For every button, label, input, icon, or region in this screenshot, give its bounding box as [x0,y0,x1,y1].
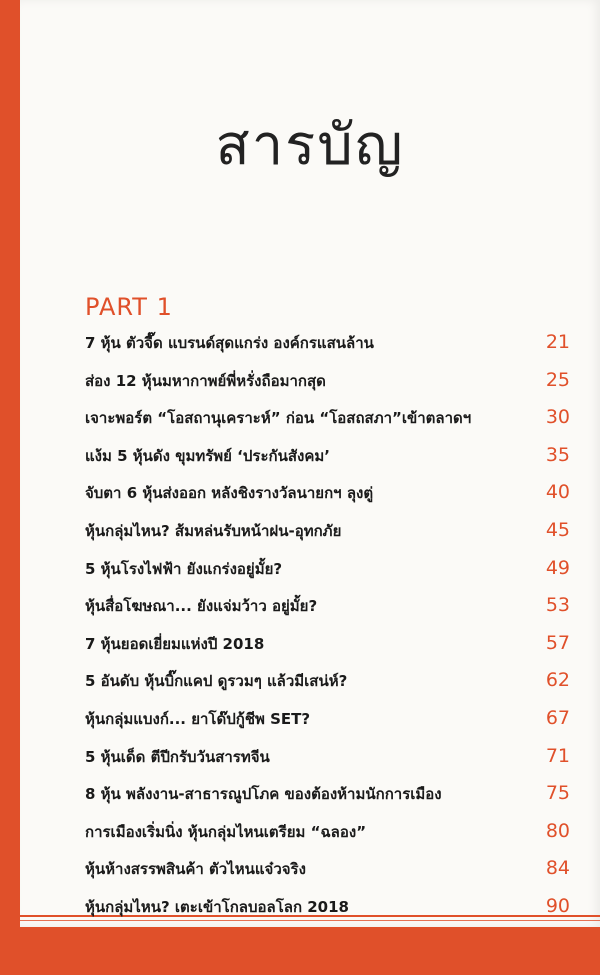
toc-entry [85,331,570,369]
toc-entry-title: หุ้นสื่อโฆษณา... ยังแจ่มว้าว อยู่มั้ย? [85,597,318,616]
toc-entry-title: จับตา 6 หุ้นส่งออก หลังชิงรางวัลนายกฯ ลุงตู่ [85,484,374,503]
toc-entry-page: 62 [545,669,570,692]
toc-entry-title: 5 หุ้นเด็ด ตีปีกรับวันสารทจีน [85,747,270,766]
toc-entry-title: การเมืองเริ่มนิ่ง หุ้นกลุ่มไหนเตรียม “ฉลอง” [85,822,367,841]
toc-entry-page: 80 [545,819,570,842]
toc-entry-page: 40 [545,481,570,504]
table-of-contents [85,331,570,933]
toc-entry-title: หุ้นกลุ่มไหน? เตะเข้าโกลบอลโลก 2018 [85,897,349,916]
toc-entry-title: หุ้นกลุ่มแบงก์... ยาโด๊ปกู้ชีพ SET? [85,709,311,728]
toc-entry-title: ส่อง 12 หุ้นมหากาพย์พี่หรั่งถือมากสุด [85,371,326,390]
toc-entry-page: 57 [545,631,570,654]
toc-entry [85,406,570,444]
toc-entry [85,557,570,595]
toc-entry-page: 90 [545,894,570,917]
toc-entry [85,895,570,933]
toc-entry [85,745,570,783]
toc-entry-page: 67 [545,706,570,729]
toc-entry [85,594,570,632]
toc-entry [85,519,570,557]
toc-entry-title: 8 หุ้น พลังงาน-สาธารณูปโภค ของต้องห้ามนักการเมือง [85,785,442,804]
toc-entry [85,782,570,820]
toc-entry [85,481,570,519]
toc-entry-title: 5 อันดับ หุ้นบิ๊กแคป ดูรวมๆ แล้วมีเสน่ห์? [85,672,348,691]
toc-entry-page: 84 [545,857,570,880]
toc-entry-title: เจาะพอร์ต “โอสถานุเคราะห์” ก่อน “โอสถสภา”เข้าตลาดฯ [85,409,472,428]
page-title: สารบัญ [215,113,405,178]
toc-entry-title: 5 หุ้นโรงไฟฟ้า ยังแกร่งอยู่มั้ย? [85,559,283,578]
toc-entry [85,820,570,858]
toc-entry-page: 35 [545,443,570,466]
toc-entry [85,444,570,482]
toc-entry-page: 49 [545,556,570,579]
part-label: PART 1 [85,293,173,321]
toc-entry [85,632,570,670]
toc-entry-page: 21 [545,331,570,353]
toc-entry-page: 45 [545,518,570,541]
toc-entry [85,369,570,407]
toc-entry-title: หุ้นกลุ่มไหน? ส้มหล่นรับหน้าฝน-อุทกภัย [85,521,342,540]
toc-entry-title: 7 หุ้นยอดเยี่ยมแห่งปี 2018 [85,634,265,653]
toc-entry-title: แง้ม 5 หุ้นดัง ขุมทรัพย์ ‘ประกันสังคม’ [85,446,330,465]
toc-entry [85,707,570,745]
toc-entry [85,857,570,895]
toc-entry [85,669,570,707]
toc-entry-title: 7 หุ้น ตัวจี๊ด แบรนด์สุดแกร่ง องค์กรแสนล้าน [85,334,374,352]
toc-entry-page: 71 [545,744,570,767]
toc-entry-page: 75 [545,782,570,805]
toc-entry-page: 25 [545,368,570,391]
toc-entry-page: 53 [545,594,570,617]
toc-entry-page: 30 [545,406,570,429]
toc-entry-title: หุ้นห้างสรรพสินค้า ตัวไหนแจ๋วจริง [85,860,306,879]
